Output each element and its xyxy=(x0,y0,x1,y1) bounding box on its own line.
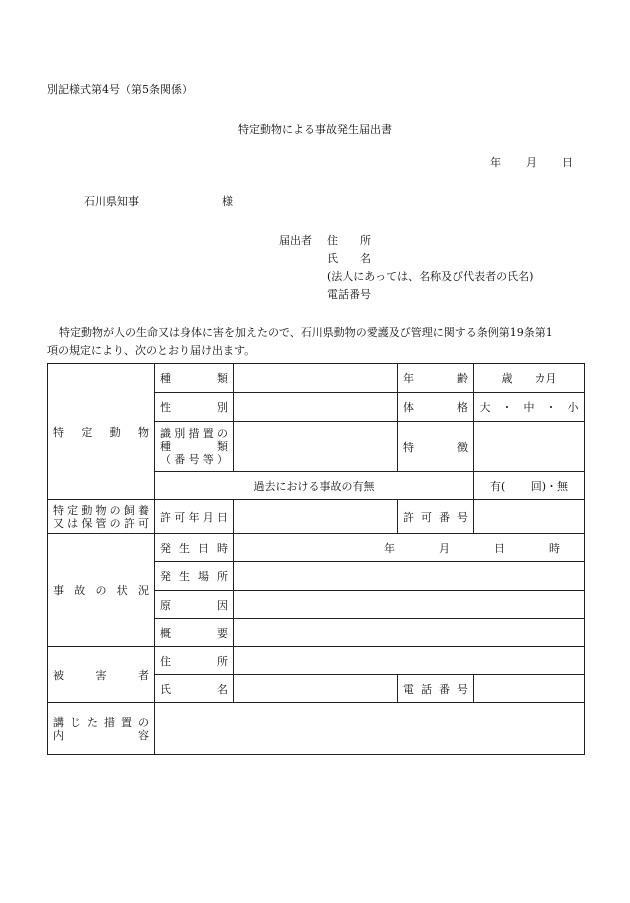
occurred-at-label: 発生日時 xyxy=(155,534,234,562)
species-field[interactable] xyxy=(234,364,398,393)
intro-line-1: 特定動物が人の生命又は身体に害を加えたので、石川県動物の愛護及び管理に関する条例第19条第1 xyxy=(59,326,553,339)
permit-number-field[interactable] xyxy=(474,500,585,534)
sex-label: 性別 xyxy=(155,393,234,422)
form-number: 別記様式第4号（第5条関係） xyxy=(47,83,193,96)
measures-field[interactable] xyxy=(155,703,585,755)
permit-date-field[interactable] xyxy=(234,500,398,534)
location-field[interactable] xyxy=(234,562,585,591)
permit-date-label: 許可年月日 xyxy=(155,500,234,534)
victim-phone-label: 電話番号 xyxy=(398,675,474,703)
sex-field[interactable] xyxy=(234,393,398,422)
id-measure-label: 識別措置の 種類 （番号等） xyxy=(155,422,234,472)
species-label: 種類 xyxy=(155,364,234,393)
summary-field[interactable] xyxy=(234,619,585,647)
victim-name-field[interactable] xyxy=(234,675,398,703)
occurred-at-field[interactable]: 年 月 日 時 xyxy=(234,534,585,562)
id-measure-field[interactable] xyxy=(234,422,398,472)
build-label: 体格 xyxy=(398,393,474,422)
date-month: 月 xyxy=(526,156,537,169)
features-field[interactable] xyxy=(474,422,585,472)
features-label: 特徴 xyxy=(398,422,474,472)
age-label: 年齢 xyxy=(398,364,474,393)
animal-section-header: 特定動物 xyxy=(48,364,155,500)
victim-name-label: 氏名 xyxy=(155,675,234,703)
accident-section-header: 事故の状況 xyxy=(48,534,155,647)
victim-address-label: 住所 xyxy=(155,647,234,675)
permit-label: 特定動物の飼養 又は保管の許可 xyxy=(48,500,155,534)
cause-label: 原因 xyxy=(155,591,234,619)
addressee-name: 石川県知事 xyxy=(84,195,139,208)
summary-label: 概要 xyxy=(155,619,234,647)
past-accidents-label: 過去における事故の有無 xyxy=(155,472,474,500)
document-title: 特定動物による事故発生届出書 xyxy=(238,123,392,136)
victim-address-field[interactable] xyxy=(234,647,585,675)
measures-label: 講じた措置の 内容 xyxy=(48,703,155,755)
permit-number-label: 許可番号 xyxy=(398,500,474,534)
location-label: 発生場所 xyxy=(155,562,234,591)
past-accidents-options[interactable]: 有( 回)・無 xyxy=(474,472,585,500)
notifier-phone: 電話番号 xyxy=(327,288,371,301)
date-day: 日 xyxy=(562,156,573,169)
intro-line-2: 項の規定により、次のとおり届け出ます。 xyxy=(47,344,256,357)
addressee-honorific: 様 xyxy=(222,195,233,208)
age-field[interactable]: 歳 カ月 xyxy=(474,364,585,393)
cause-field[interactable] xyxy=(234,591,585,619)
date-year: 年 xyxy=(490,156,501,169)
build-options[interactable]: 大 ・ 中 ・ 小 xyxy=(474,393,585,422)
accident-form-table xyxy=(47,363,585,755)
notifier-address: 住 所 xyxy=(327,234,371,247)
notifier-corp-note: (法人にあっては、名称及び代表者の氏名) xyxy=(327,270,534,283)
notifier-label: 届出者 xyxy=(279,234,312,247)
victim-phone-field[interactable] xyxy=(474,675,585,703)
victim-section-header: 被害者 xyxy=(48,647,155,703)
notifier-name: 氏 名 xyxy=(327,252,371,265)
